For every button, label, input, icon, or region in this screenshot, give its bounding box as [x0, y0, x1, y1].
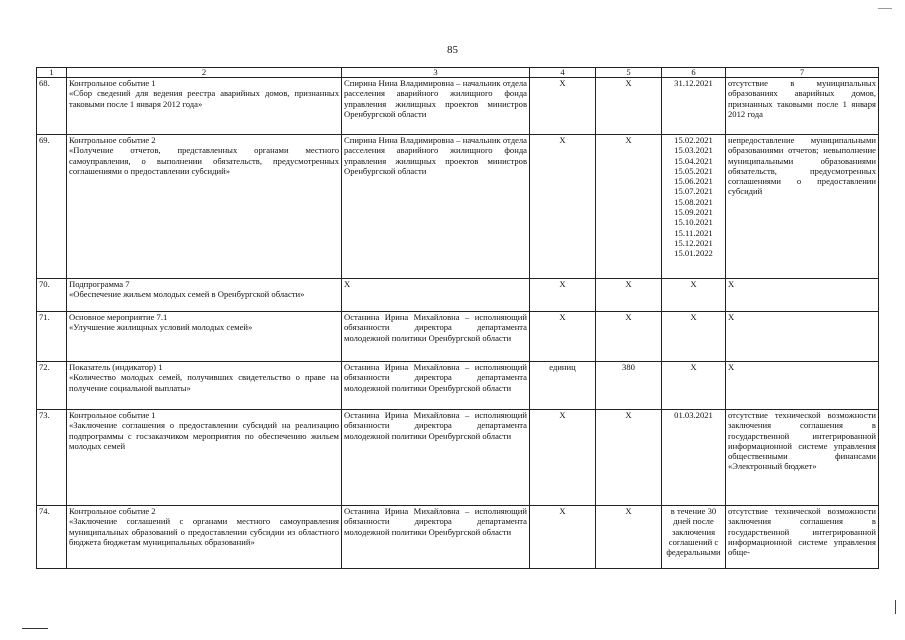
measure-name-cell [67, 410, 342, 506]
responsible-cell: Х [342, 279, 530, 312]
measure-name-cell [67, 312, 342, 362]
row-number: 70. [37, 279, 67, 312]
deadline-cell: в течение 30 дней после заключения соглашений с федеральными [662, 506, 726, 569]
corner-mark [878, 8, 892, 9]
measure-description: «Заключение соглашения о предоставлении субсидий на реализацию подпрограммы с госзаказчиком мероприятия по обеспечению жильем молодых семей [69, 420, 339, 451]
responsible-cell: Спирина Нина Владимировна – начальник отдела расселения аварийного жилищного фонда управления жилищных проектов министров Оренбургской области [342, 135, 530, 279]
measure-description: «Сбор сведений для ведения реестра аварийных домов, признанных таковыми после 1 января 2012 года» [69, 88, 339, 109]
measure-title: Подпрограмма 7 [69, 279, 130, 289]
header-cell: 4 [530, 68, 596, 78]
deadline-cell: 01.03.2021 [662, 410, 726, 506]
measure-name-cell [67, 279, 342, 312]
deadline-cell: Х [662, 362, 726, 410]
table-row [37, 279, 879, 312]
footer-rule [22, 628, 48, 629]
table-row [37, 312, 879, 362]
measure-name-cell [67, 135, 342, 279]
deadline-cell: Х [662, 279, 726, 312]
page-number: 85 [447, 44, 458, 56]
header-cell: 5 [596, 68, 662, 78]
responsible-cell: Спирина Нина Владимировна – начальник отдела расселения аварийного жилищного фонда управления жилищных проектов министров Оренбургской области [342, 78, 530, 135]
measure-description: «Улучшение жилищных условий молодых семей» [69, 322, 253, 333]
deadline-cell: Х [662, 312, 726, 362]
measure-title: Контрольное событие 1 [69, 410, 156, 420]
header-cell: 2 [67, 68, 342, 78]
risk-cell: Х [726, 279, 879, 312]
risk-cell: отсутствие в муниципальных образованиях аварийных домов, признанных таковыми после 1 января 2012 года [726, 78, 879, 135]
measure-title: Основное мероприятие 7.1 [69, 312, 168, 322]
unit-cell: единиц [530, 362, 596, 410]
measure-description: «Количество молодых семей, получивших свидетельство о праве на получение социальной выплаты» [69, 372, 339, 393]
row-number: 72. [37, 362, 67, 410]
value-cell: Х [596, 312, 662, 362]
measure-name-cell [67, 506, 342, 569]
unit-cell: Х [530, 506, 596, 569]
header-cell: 3 [342, 68, 530, 78]
row-number: 73. [37, 410, 67, 506]
table-row [37, 135, 879, 279]
row-number: 71. [37, 312, 67, 362]
deadline-cell: 31.12.2021 [662, 78, 726, 135]
responsible-cell: Останина Ирина Михайловна – исполняющий обязанности директора департамента молодежной политики Оренбургской области [342, 362, 530, 410]
measure-name-cell [67, 78, 342, 135]
value-cell: Х [596, 279, 662, 312]
value-cell: Х [596, 135, 662, 279]
value-cell: Х [596, 506, 662, 569]
measure-name-cell [67, 362, 342, 410]
unit-cell: Х [530, 410, 596, 506]
risk-cell: Х [726, 312, 879, 362]
measure-description: «Заключение соглашений с органами местного самоуправления муниципальных образований о предоставлении субсидии из областного бюджета бюджетам муниципальных образований» [69, 516, 339, 547]
measure-title: Контрольное событие 1 [69, 78, 156, 88]
measure-description: «Обеспечение жильем молодых семей в Оренбургской области» [69, 289, 305, 300]
header-cell: 6 [662, 68, 726, 78]
table-row [37, 410, 879, 506]
responsible-cell: Останина Ирина Михайловна – исполняющий обязанности директора департамента молодежной политики Оренбургской области [342, 410, 530, 506]
unit-cell: Х [530, 78, 596, 135]
margin-mark [895, 600, 896, 614]
risk-cell: отсутствие технической возможности заключения соглашения в государственной интегрированной информационной системе управления обще- [726, 506, 879, 569]
row-number: 69. [37, 135, 67, 279]
row-number: 68. [37, 78, 67, 135]
responsible-cell: Останина Ирина Михайловна – исполняющий обязанности директора департамента молодежной политики Оренбургской области [342, 506, 530, 569]
unit-cell: Х [530, 312, 596, 362]
deadline-cell [662, 135, 726, 279]
unit-cell: Х [530, 279, 596, 312]
row-number: 74. [37, 506, 67, 569]
deadline-list: 15.02.2021 15.03.2021 15.04.2021 15.05.2021 15.06.2021 15.07.2021 15.08.2021 15.09.2021 15.10.2021 15.11.2021 15.12.2021 15.01.2022 [674, 135, 713, 259]
table-row [37, 506, 879, 569]
risk-cell: Х [726, 362, 879, 410]
measures-table [36, 67, 879, 569]
risk-cell: отсутствие технической возможности заключения соглашения в государственной интегрированной информационной системе управления общественными финансами «Электронный бюджет» [726, 410, 879, 506]
table-row [37, 362, 879, 410]
risk-cell: непредоставление муниципальными образованиями отчетов; невыполнение муниципальными образованиями обязательств, предусмотренных соглашениями о предоставлении субсидий [726, 135, 879, 279]
unit-cell: Х [530, 135, 596, 279]
measure-title: Контрольное событие 2 [69, 506, 156, 516]
responsible-cell: Останина Ирина Михайловна – исполняющий обязанности директора департамента молодежной политики Оренбургской области [342, 312, 530, 362]
table-row [37, 78, 879, 135]
table-header-row [37, 68, 879, 78]
value-cell: Х [596, 410, 662, 506]
measure-description: «Получение отчетов, представленных органами местного самоуправления, о выполнении обязательств, предусмотренных соглашениями о предоставлении субсидий» [69, 145, 339, 176]
value-cell: Х [596, 78, 662, 135]
measure-title: Контрольное событие 2 [69, 135, 156, 145]
measure-title: Показатель (индикатор) 1 [69, 362, 163, 372]
value-cell: 380 [596, 362, 662, 410]
header-cell: 7 [726, 68, 879, 78]
header-cell: 1 [37, 68, 67, 78]
